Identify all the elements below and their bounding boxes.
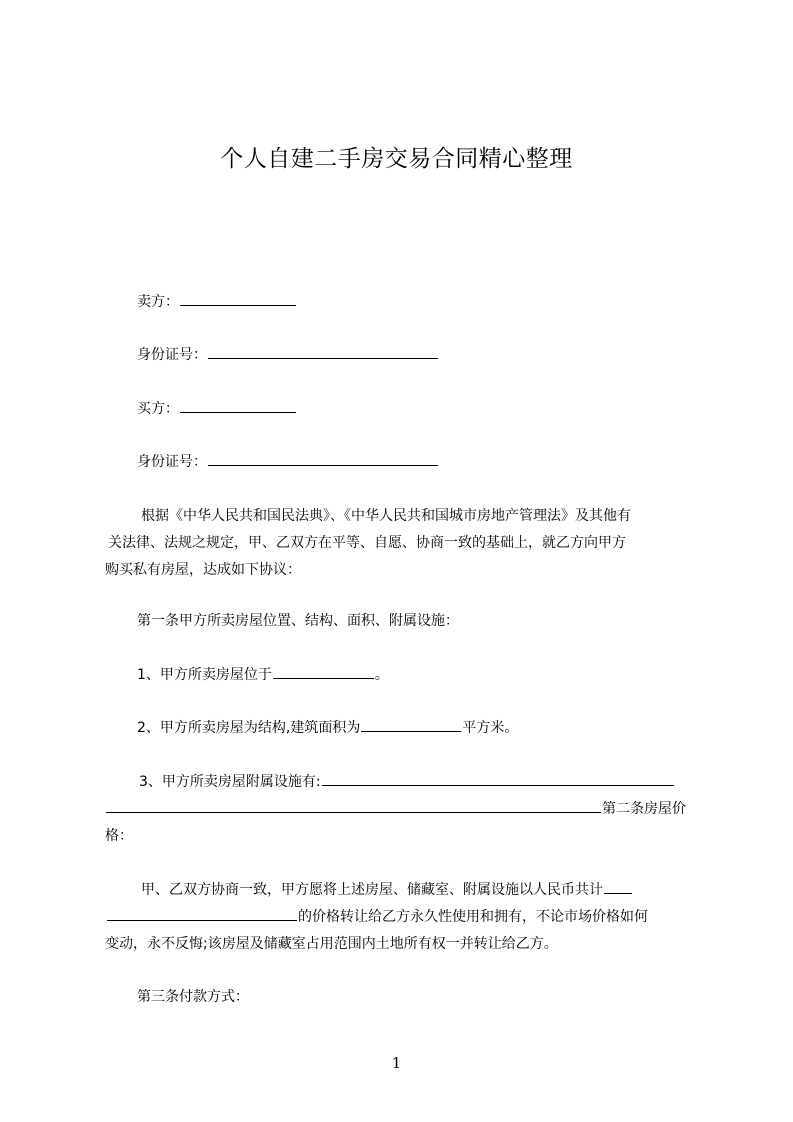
seller-id-label: 身份证号：: [137, 347, 207, 363]
article2-heading-part2: 格：: [105, 828, 133, 844]
article2-line-1: [141, 876, 633, 904]
house-location-blank[interactable]: [273, 665, 374, 679]
article3-heading: 第三条付款方式：: [137, 989, 249, 1005]
preamble-line-1: 根据《中华人民共和国民法典》、《中华人民共和国城市房地产管理法》及其他有: [141, 508, 631, 524]
article1-item3-cont: [105, 795, 686, 823]
facilities-blank-cont[interactable]: [106, 799, 601, 813]
article1-item1-suffix: 。: [374, 667, 389, 683]
seller-line: [137, 288, 297, 316]
buyer-id-label: 身份证号：: [137, 454, 207, 470]
article1-heading: 第一条甲方所卖房屋位置、结构、面积、附属设施：: [137, 613, 459, 629]
preamble-line-3: 购买私有房屋，达成如下协议：: [105, 562, 301, 578]
article1-item2: [137, 714, 518, 742]
buyer-blank[interactable]: [180, 397, 296, 413]
facilities-blank[interactable]: [322, 772, 674, 786]
price-blank-cont[interactable]: [107, 907, 297, 921]
article2-line-3: 变动，永不反悔;该房屋及储藏室占用范围内土地所有权一并转让给乙方。: [105, 936, 558, 952]
article1-item3-text: 3、甲方所卖房屋附属设施有:: [139, 774, 321, 790]
article1-item2-text: 2、甲方所卖房屋为结构,建筑面积为: [137, 720, 361, 736]
article2-line-2: [106, 903, 648, 931]
preamble-line-2: 关法律、法规之规定，甲、乙双方在平等、自愿、协商一致的基础上，就乙方向甲方: [108, 535, 626, 551]
buyer-id-blank[interactable]: [208, 450, 438, 466]
price-blank[interactable]: [604, 880, 632, 894]
article1-item1-text: 1、甲方所卖房屋位于: [137, 667, 272, 683]
building-area-blank[interactable]: [361, 718, 461, 732]
buyer-label: 买方：: [137, 401, 179, 417]
seller-label: 卖方：: [137, 294, 179, 310]
document-title: 个人自建二手房交易合同精心整理: [220, 146, 573, 172]
seller-id-blank[interactable]: [208, 343, 438, 359]
article1-item2-suffix: 平方米。: [462, 720, 519, 736]
seller-id-line: [137, 341, 439, 369]
article2-line1-text: 甲、乙双方协商一致，甲方愿将上述房屋、储藏室、附属设施以人民币共计: [141, 882, 603, 898]
article1-item1: [137, 661, 389, 689]
article2-heading-part1: 第二条房屋价: [602, 801, 686, 817]
buyer-id-line: [137, 448, 439, 476]
page-number: 1: [391, 1054, 402, 1072]
article2-line2-text: 的价格转让给乙方永久性使用和拥有，不论市场价格如何: [298, 909, 648, 925]
article1-item3: [139, 768, 675, 796]
seller-blank[interactable]: [180, 290, 296, 306]
buyer-line: [137, 395, 297, 423]
